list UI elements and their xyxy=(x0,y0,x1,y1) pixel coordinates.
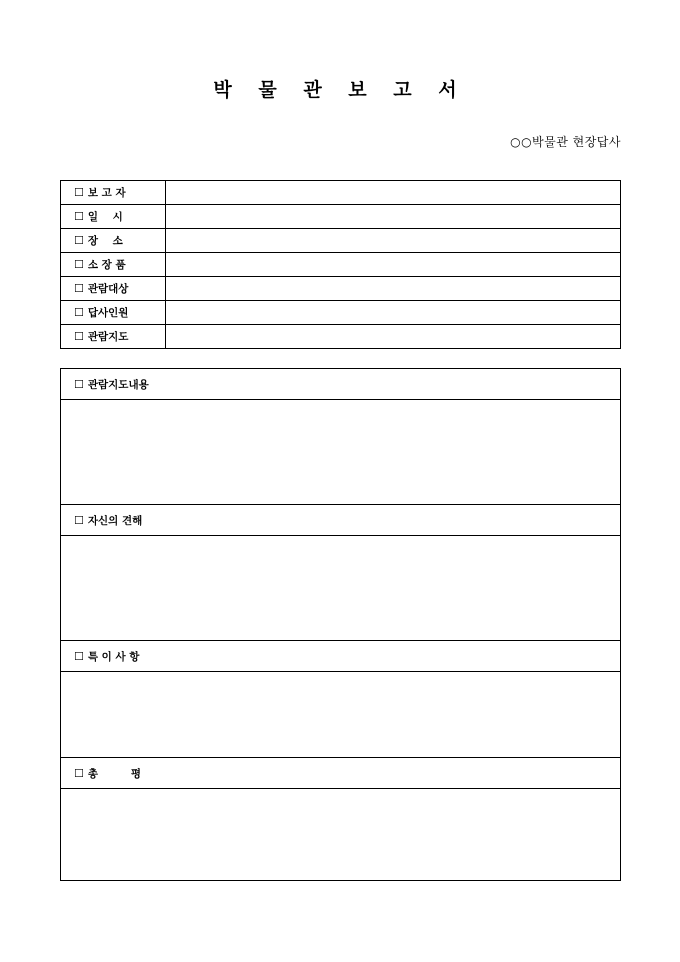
section-heading-summary xyxy=(61,758,621,789)
info-label-datetime xyxy=(61,205,166,229)
section-heading-guide-content xyxy=(61,369,621,400)
info-value-collection[interactable] xyxy=(166,253,621,277)
section-heading-text: 특 이 사 항 xyxy=(87,650,140,663)
checkbox-icon: ☐ xyxy=(74,377,84,391)
section-body-row xyxy=(61,672,621,758)
info-label-text: 보 고 자 xyxy=(87,187,126,199)
info-row-collection xyxy=(61,253,621,277)
info-label-text: 일 시 xyxy=(87,211,123,223)
checkbox-icon: ☐ xyxy=(74,649,84,663)
info-row-reporter xyxy=(61,181,621,205)
info-row-place xyxy=(61,229,621,253)
section-heading-notes xyxy=(61,641,621,672)
document-subtitle: ○○박물관 현장답사 xyxy=(510,135,621,149)
info-label-text: 관람대상 xyxy=(87,283,129,295)
section-heading-opinion xyxy=(61,505,621,536)
report-sections-table xyxy=(60,368,621,881)
checkbox-icon: ☐ xyxy=(74,282,84,295)
section-heading-row xyxy=(61,758,621,789)
section-heading-row xyxy=(61,505,621,536)
checkbox-icon: ☐ xyxy=(74,513,84,527)
info-value-audience[interactable] xyxy=(166,277,621,301)
checkbox-icon: ☐ xyxy=(74,306,84,319)
info-row-datetime xyxy=(61,205,621,229)
checkbox-icon: ☐ xyxy=(74,186,84,199)
section-heading-text: 관람지도내용 xyxy=(87,378,149,391)
info-row-audience xyxy=(61,277,621,301)
info-value-reporter[interactable] xyxy=(166,181,621,205)
checkbox-icon: ☐ xyxy=(74,234,84,247)
info-value-datetime[interactable] xyxy=(166,205,621,229)
info-label-reporter xyxy=(61,181,166,205)
info-label-participants xyxy=(61,301,166,325)
info-label-guide xyxy=(61,325,166,349)
info-label-place xyxy=(61,229,166,253)
section-heading-row xyxy=(61,369,621,400)
info-label-collection xyxy=(61,253,166,277)
info-value-place[interactable] xyxy=(166,229,621,253)
section-body-notes[interactable] xyxy=(61,672,621,758)
checkbox-icon: ☐ xyxy=(74,766,84,780)
section-body-row xyxy=(61,400,621,505)
info-row-participants xyxy=(61,301,621,325)
section-body-summary[interactable] xyxy=(61,789,621,881)
section-body-row xyxy=(61,536,621,641)
section-body-row xyxy=(61,789,621,881)
info-label-text: 소 장 품 xyxy=(87,259,126,271)
document-title: 박 물 관 보 고 서 xyxy=(213,79,467,101)
checkbox-icon: ☐ xyxy=(74,210,84,223)
section-heading-row xyxy=(61,641,621,672)
info-label-text: 관람지도 xyxy=(87,331,129,343)
section-body-opinion[interactable] xyxy=(61,536,621,641)
info-row-guide xyxy=(61,325,621,349)
checkbox-icon: ☐ xyxy=(74,330,84,343)
checkbox-icon: ☐ xyxy=(74,258,84,271)
info-label-text: 답사인원 xyxy=(87,307,129,319)
section-heading-text: 자신의 견해 xyxy=(87,514,143,527)
info-label-audience xyxy=(61,277,166,301)
info-value-participants[interactable] xyxy=(166,301,621,325)
info-value-guide[interactable] xyxy=(166,325,621,349)
info-table xyxy=(60,180,621,349)
section-body-guide-content[interactable] xyxy=(61,400,621,505)
info-label-text: 장 소 xyxy=(87,235,123,247)
section-heading-text: 총 평 xyxy=(87,767,142,780)
